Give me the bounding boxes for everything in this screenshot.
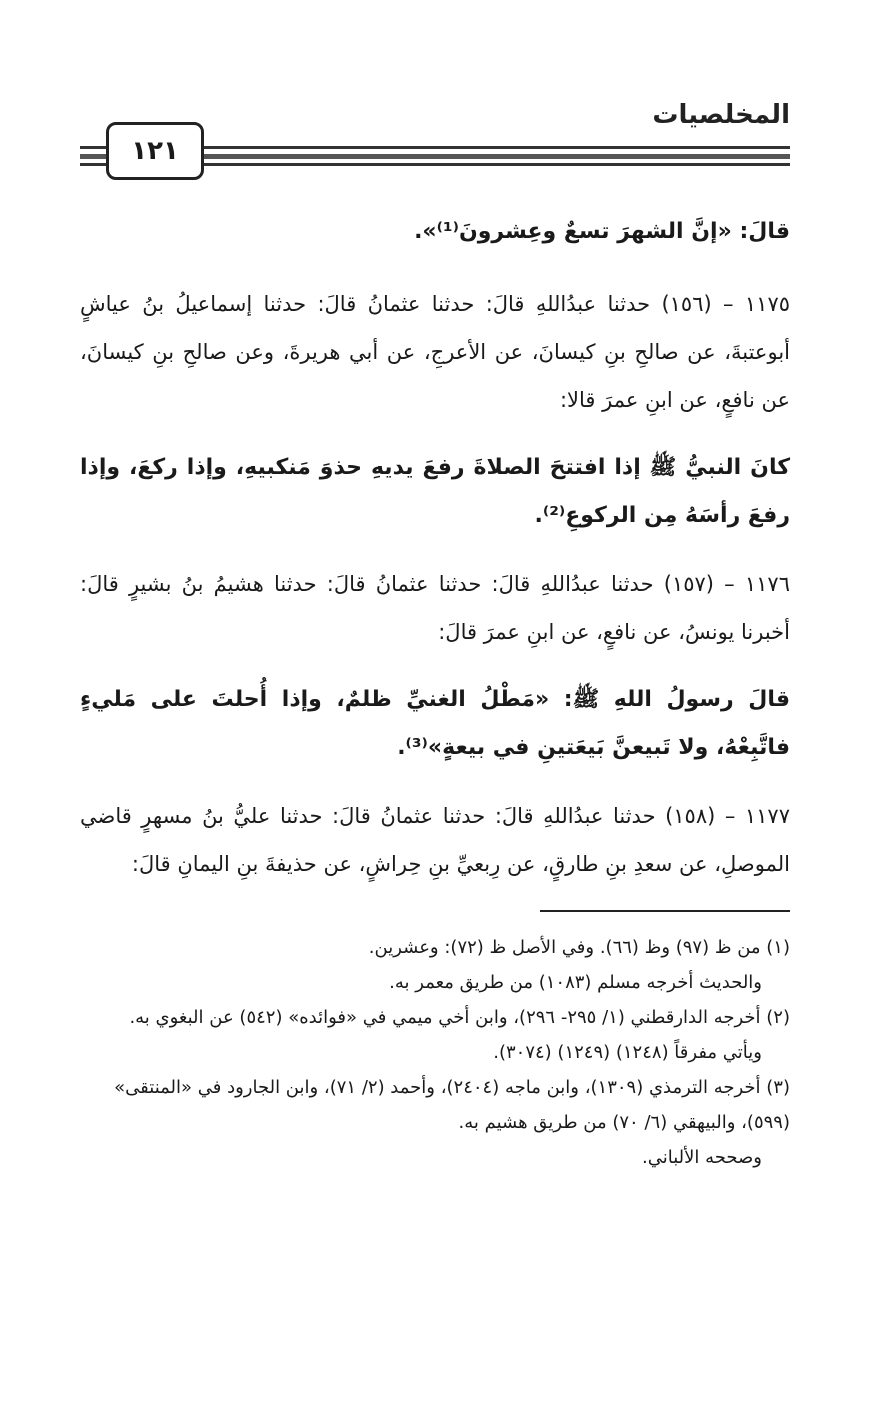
footnote-separator	[540, 910, 790, 912]
header-rule	[80, 136, 790, 176]
hadith-text: كانَ النبيُّ ﷺ إذا افتتحَ الصلاةَ رفعَ يديهِ حذوَ مَنكبيهِ، وإذا ركعَ، وإذا رفعَ رأسَهُ مِن الركوعِ⁽²⁾.	[80, 455, 790, 528]
footnote-continuation: والحديث أخرجه مسلم (١٠٨٣) من طريق معمر به.	[389, 972, 762, 993]
footnote-continuation: وصححه الألباني.	[642, 1147, 762, 1168]
footnote: (١) من ظ (٩٧) وظ (٦٦). وفي الأصل ظ (٧٢): وعشرين.	[368, 937, 790, 958]
page-number: ١٢١	[106, 122, 204, 180]
footnote: (٣) أخرجه الترمذي (١٣٠٩)، وابن ماجه (٢٤٠٤)، وأحمد (٢/ ٧١)، وابن الجارود في «المنتقى» (٥٩٩)، والبيهقي (٦/ ٧٠) من طريق هشيم به.	[114, 1077, 790, 1133]
isnad-paragraph: ١١٧٥ – (١٥٦) حدثنا عبدُاللهِ قالَ: حدثنا عثمانُ قالَ: حدثنا إسماعيلُ بنُ عياشٍ أبوعتبةَ، عن صالحِ بنِ كيسانَ، عن الأعرجِ، عن أبي هريرةَ، وعن صالحِ بنِ كيسانَ، عن نافعٍ، عن ابنِ عمرَ قالا:	[80, 292, 791, 412]
isnad-paragraph: ١١٧٧ – (١٥٨) حدثنا عبدُاللهِ قالَ: حدثنا عثمانُ قالَ: حدثنا عليُّ بنُ مسهرٍ قاضي الموصلِ، عن سعدِ بنِ طارقٍ، عن رِبعيِّ بنِ حِراشٍ، عن حذيفةَ بنِ اليمانِ قالَ:	[80, 804, 790, 876]
footnotes	[80, 930, 790, 1175]
footnote: (٢) أخرجه الدارقطني (١/ ٢٩٥- ٢٩٦)، وابن أخي ميمي في «فوائده» (٥٤٢) عن البغوي به.	[129, 1007, 790, 1028]
hadith-text: قالَ رسولُ اللهِ ﷺ: «مَطْلُ الغنيِّ ظلمٌ، وإذا أُحلتَ على مَليءٍ فاتَّبِعْهُ، ولا تَبيعنَّ بَيعَتينِ في بيعةٍ»⁽³⁾.	[80, 687, 790, 760]
hadith-text: قالَ: «إنَّ الشهرَ تسعٌ وعِشرونَ⁽¹⁾».	[414, 219, 790, 244]
book-page	[80, 100, 790, 1175]
main-text	[80, 208, 790, 888]
footnote-continuation: ويأتي مفرقاً (١٢٤٨) (١٢٤٩) (٣٠٧٤).	[493, 1042, 762, 1063]
running-title: المخلصيات	[652, 100, 790, 130]
page-header	[80, 100, 790, 200]
isnad-paragraph: ١١٧٦ – (١٥٧) حدثنا عبدُاللهِ قالَ: حدثنا عثمانُ قالَ: حدثنا هشيمُ بنُ بشيرٍ قالَ: أخبرنا يونسُ، عن نافعٍ، عن ابنِ عمرَ قالَ:	[80, 572, 790, 644]
